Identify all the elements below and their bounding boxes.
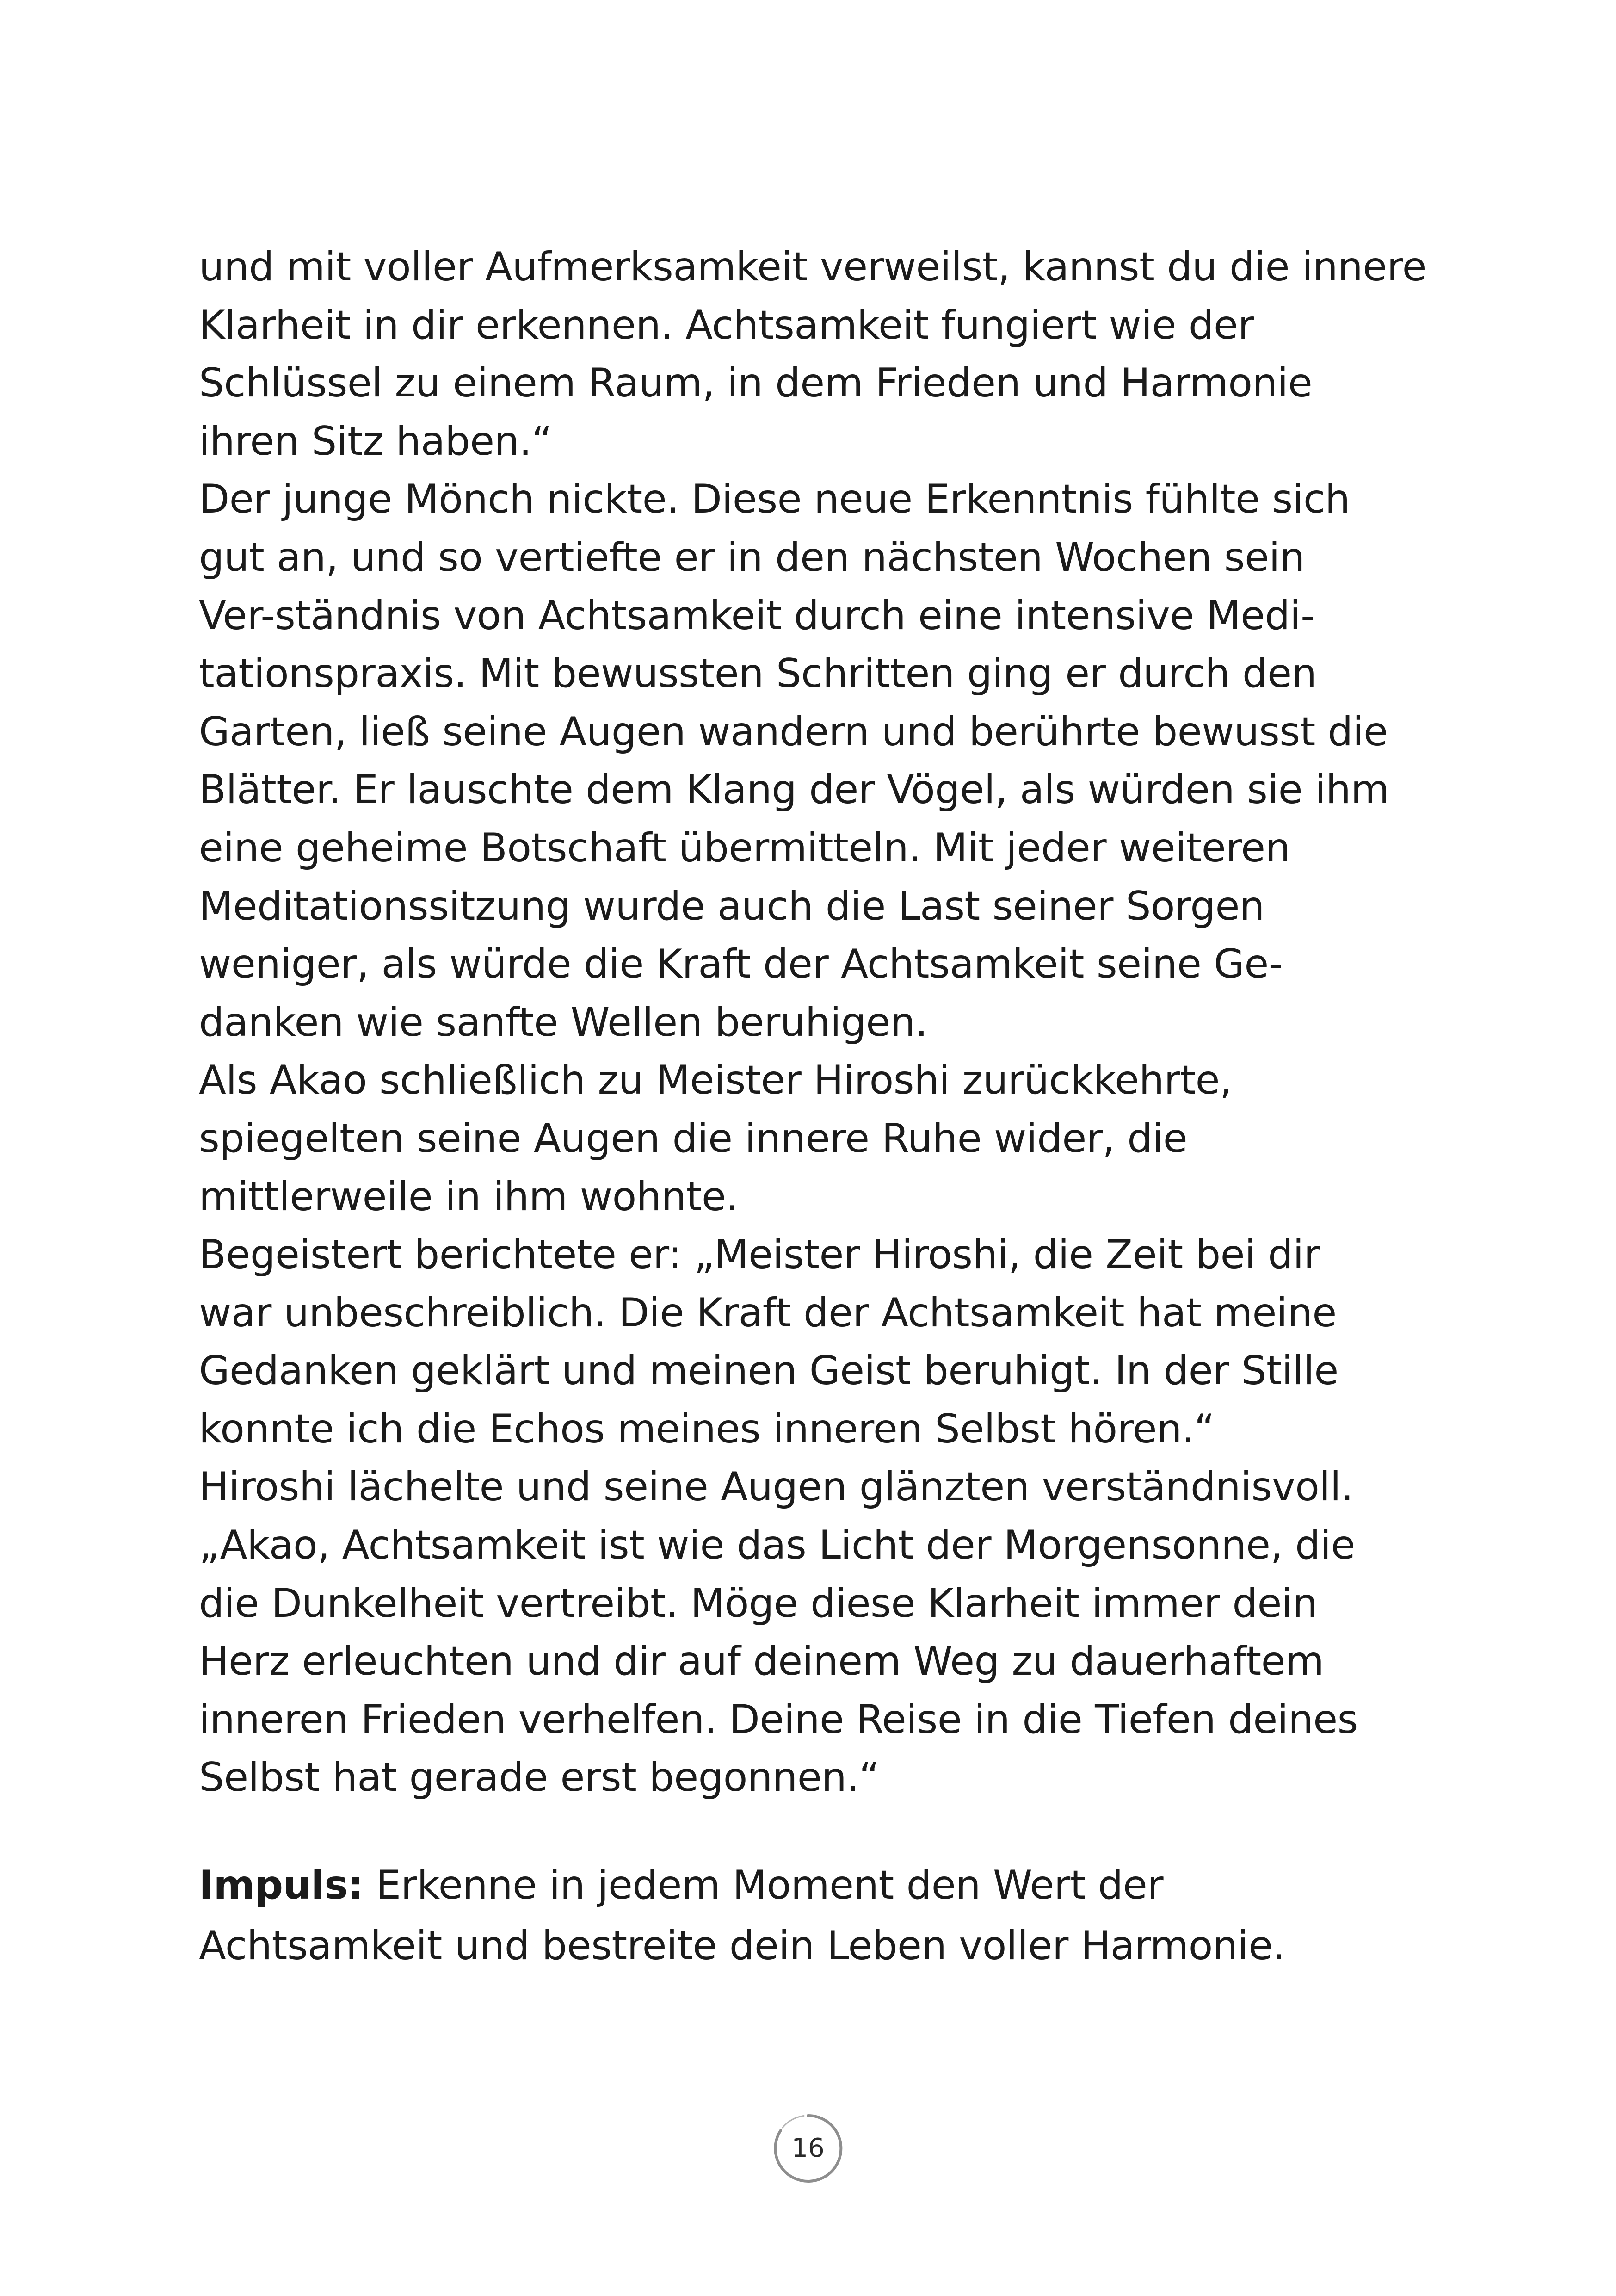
body-line: Blätter. Er lauschte dem Klang der Vögel, als würden sie ihm bbox=[199, 767, 1389, 813]
body-line: Meditationssitzung wurde auch die Last seiner Sorgen bbox=[199, 883, 1264, 929]
impuls-line-2: Achtsamkeit und bestreite dein Leben voller Harmonie. bbox=[199, 1923, 1285, 1969]
body-line: ihren Sitz haben.“ bbox=[199, 418, 552, 464]
body-line: weniger, als würde die Kraft der Achtsamkeit seine Ge- bbox=[199, 941, 1283, 988]
body-line: Klarheit in dir erkennen. Achtsamkeit fungiert wie der bbox=[199, 302, 1254, 348]
body-line: mittlerweile in ihm wohnte. bbox=[199, 1173, 739, 1220]
body-line: Der junge Mönch nickte. Diese neue Erkenntnis fühlte sich bbox=[199, 476, 1350, 523]
impuls-paragraph bbox=[199, 1855, 1448, 1976]
body-line: konnte ich die Echos meines inneren Selbst hören.“ bbox=[199, 1405, 1215, 1452]
body-text bbox=[199, 238, 1448, 1807]
body-line: Begeistert berichtete er: „Meister Hiroshi, die Zeit bei dir bbox=[199, 1232, 1320, 1278]
page-number-badge bbox=[771, 2112, 845, 2185]
body-line: Gedanken geklärt und meinen Geist beruhigt. In der Stille bbox=[199, 1348, 1338, 1394]
body-line: Hiroshi lächelte und seine Augen glänzten verständnisvoll. bbox=[199, 1464, 1353, 1510]
body-line: „Akao, Achtsamkeit ist wie das Licht der Morgensonne, die bbox=[199, 1522, 1356, 1569]
body-line: und mit voller Aufmerksamkeit verweilst, kannst du die innere bbox=[199, 244, 1427, 290]
body-line: tationspraxis. Mit bewussten Schritten ging er durch den bbox=[199, 650, 1317, 697]
impuls-text: Erkenne in jedem Moment den Wert der bbox=[363, 1862, 1164, 1908]
body-line: Herz erleuchten und dir auf deinem Weg zu dauerhaftem bbox=[199, 1638, 1324, 1685]
body-line: spiegelten seine Augen die innere Ruhe wider, die bbox=[199, 1115, 1188, 1162]
body-line: danken wie sanfte Wellen beruhigen. bbox=[199, 999, 928, 1046]
impuls-label: Impuls: bbox=[199, 1862, 364, 1908]
page-number: 16 bbox=[791, 2133, 825, 2163]
body-line: war unbeschreiblich. Die Kraft der Achtsamkeit hat meine bbox=[199, 1289, 1337, 1336]
body-line: eine geheime Botschaft übermitteln. Mit jeder weiteren bbox=[199, 824, 1290, 871]
body-line: inneren Frieden verhelfen. Deine Reise in die Tiefen deines bbox=[199, 1696, 1358, 1743]
body-line: Ver-ständnis von Achtsamkeit durch eine intensive Medi- bbox=[199, 592, 1315, 639]
body-line: die Dunkelheit vertreibt. Möge diese Klarheit immer dein bbox=[199, 1580, 1318, 1627]
body-line: Als Akao schließlich zu Meister Hiroshi zurückkehrte, bbox=[199, 1057, 1232, 1104]
body-line: Selbst hat gerade erst begonnen.“ bbox=[199, 1754, 880, 1801]
body-line: gut an, und so vertiefte er in den nächsten Wochen sein bbox=[199, 534, 1305, 581]
impuls-line-1 bbox=[199, 1855, 1448, 1916]
body-line: Garten, ließ seine Augen wandern und berührte bewusst die bbox=[199, 708, 1388, 755]
body-line: Schlüssel zu einem Raum, in dem Frieden und Harmonie bbox=[199, 360, 1313, 407]
